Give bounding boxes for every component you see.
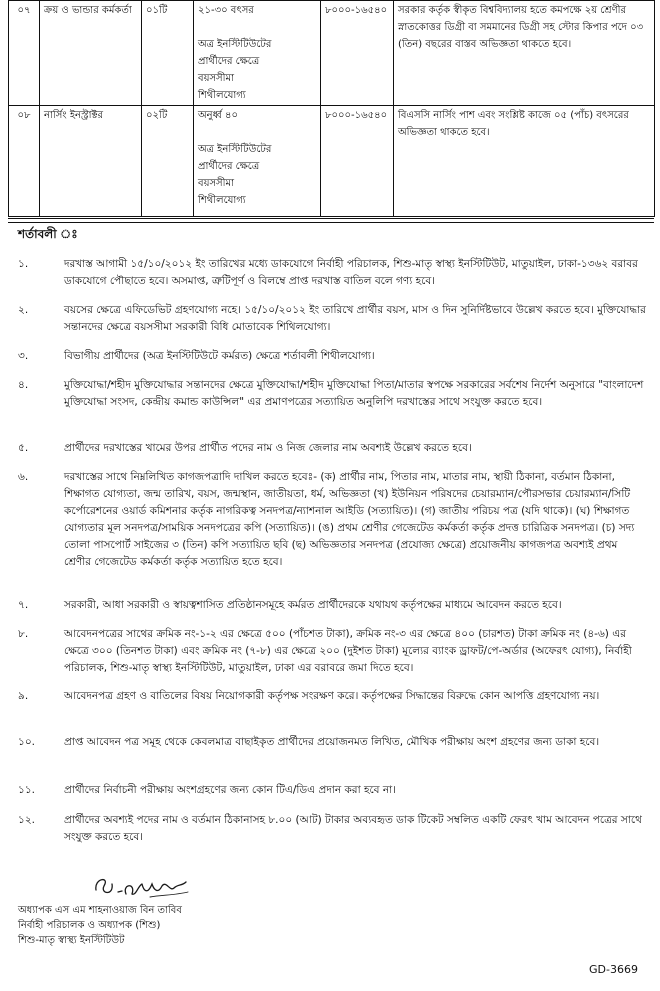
- condition-text: প্রার্থীদের নির্বাচনী পরীক্ষায় অংশগ্রহণের জন্য কোন টিএ/ডিএ প্রদান করা হবে না।: [64, 784, 396, 796]
- condition-number: ১০.: [18, 736, 35, 748]
- post-count: ০১টি: [142, 1, 194, 106]
- condition-text: বিভাগীয় প্রার্থীদের (অত্র ইনস্টিটিউটে কর্মরত) ক্ষেত্রে শর্তাবলী শিথীলযোগ্য।: [64, 350, 375, 362]
- signature-block: [18, 903, 182, 948]
- age-limit: [194, 106, 321, 217]
- table-row: [9, 106, 655, 217]
- condition-text: প্রাপ্ত আবেদন পত্র সমূহ থেকে কেবলমাত্র বাছাইকৃত প্রার্থীদের প্রয়োজনমত লিখিত, মৌখিক পরীক্ষায় অংশ গ্রহণের জন্য ডাকা হবে।: [64, 736, 600, 748]
- age-relax-line: শিথীলযোগ্য: [198, 195, 246, 206]
- condition-number: ৩.: [18, 350, 29, 362]
- serial-number: ০৮: [9, 106, 40, 217]
- signatory-institute: শিশু-মাতৃ স্বাস্থ্য ইনস্টিটিউট: [18, 935, 125, 946]
- condition-number: ৭.: [18, 599, 29, 611]
- pay-scale: ৮০০০-১৬৫৪০: [321, 106, 394, 217]
- condition-text: প্রার্থীদের অবশ্যই পদের নাম ও বর্তমান ঠিকানাসহ ৮.০০ (আট) টাকার অব্যবহৃত ডাক টিকেট সম্বলিত একটি ফেরৎ খাম আবেদন পত্রের সাথে সংযুক্ত করতে হবে।: [64, 814, 642, 843]
- condition-number: ১১.: [18, 784, 35, 796]
- condition-number: ২.: [18, 304, 29, 316]
- condition-number: ৬.: [18, 471, 29, 483]
- post-name: ক্রয় ও ভান্ডার কর্মকর্তা: [40, 1, 142, 106]
- condition-text: আবেদনপত্রের সাথের ক্রমিক নং-১-২ এর ক্ষেত্রে ৫০০ (পাঁচশত টাকা), ক্রমিক নং-৩ এর ক্ষেত্রে ৪০০ (চারশত) টাকা ক্রমিক নং (৪-৬) এর ক্ষেত্রে ৩০০ (তিনশত টাকা) এবং ক্রমিক নং (৭-৮) এর ক্ষেত্রে ২০০ (দুইশত টাকা) মূল্যের ব্যাংক ড্রাফট/পে-অর্ডার (অফেরৎ যোগ্য), নির্বাহী পরিচালক, শিশু-মাতৃ স্বাস্থ্য ইনস্টিটিউট, মাতুয়াইল, ঢাকা এর বরাবরে জমা দিতে হবে।: [64, 628, 632, 674]
- table-row: [9, 1, 655, 106]
- pay-scale: ৮০০০-১৬৫৪০: [321, 1, 394, 106]
- condition-text: বয়সের ক্ষেত্রে এফিডেভিট গ্রহণযোগ্য নহে। ১৫/১০/২০১২ ইং তারিখে প্রার্থীর বয়স, মাস ও দিন সুনির্দিষ্টভাবে উল্লেখ করতে হবে। মুক্তিযোদ্ধার সন্তানদের ক্ষেত্রে বয়সসীমা সরকারী বিধি মোতাবেক শিথিলযোগ্য।: [64, 304, 646, 333]
- condition-number: ৮.: [18, 628, 29, 640]
- condition-number: ৯.: [18, 690, 29, 702]
- condition-number: ৪.: [18, 379, 29, 391]
- qualification: বিএসসি নার্সিং পাশ এবং সংশ্লিষ্ট কাজে ০৫ (পাঁচ) বৎসরের অভিজ্ঞতা থাকতে হবে।: [394, 106, 655, 217]
- condition-text: আবেদনপত্র গ্রহণ ও বাতিলের বিষয় নিয়োগকারী কর্তৃপক্ষ সংরক্ষণ করে। কর্তৃপক্ষের সিদ্ধান্তের বিরুদ্ধে কোন আপত্তি গ্রহণযোগ্য নয়।: [64, 690, 600, 702]
- age-value: ২১-৩০ বৎসর: [198, 5, 254, 16]
- footer-code: GD-3669: [589, 963, 638, 976]
- table-bottom-rule: [8, 218, 654, 219]
- conditions-title: শর্তাবলী ঃ: [18, 227, 78, 241]
- age-relax-line: বয়সসীমা: [198, 178, 234, 189]
- age-relax-line: বয়সসীমা: [198, 73, 234, 84]
- condition-text: মুক্তিযোদ্ধা/শহীদ মুক্তিযোদ্ধার সন্তানদের ক্ষেত্রে মুক্তিযোদ্ধা/শহীদ মুক্তিযোদ্ধা পিতা/মাতার স্বপক্ষে সরকারের সর্বশেষ নির্দেশ অনুসারে "বাংলাদেশ মুক্তিযোদ্ধা সংসদ, কেন্দ্রীয় কমান্ড কাউন্সিল" এর প্রমাণপত্রের সত্যায়িত অনুলিপি দরখাস্তের সাথে সংযুক্ত করতে হবে।: [64, 379, 644, 408]
- condition-number: ১.: [18, 258, 29, 270]
- age-relax-line: প্রার্থীদের ক্ষেত্রে: [198, 161, 260, 172]
- age-relax-line: প্রার্থীদের ক্ষেত্রে: [198, 56, 260, 67]
- post-count: ০২টি: [142, 106, 194, 217]
- condition-text: প্রার্থীদের দরখাস্তের খামের উপর প্রার্থীত পদের নাম ও নিজ জেলার নাম অবশ্যই উল্লেখ করতে হবে।: [64, 442, 472, 454]
- table-bottom-rule: [8, 222, 654, 223]
- age-value: অনুর্ধ্ব ৪০: [198, 110, 239, 121]
- age-limit: [194, 1, 321, 106]
- condition-text: সরকারী, আধা সরকারী ও স্বায়ত্বশাসিত প্রতিষ্ঠানসমূহে কর্মরত প্রার্থীদেরকে যথাযথ কর্তৃপক্ষের মাধ্যমে আবেদন করতে হবে।: [64, 599, 562, 611]
- condition-text: দরখাস্তের সাথে নিম্নলিখিত কাগজপত্রাদি দাখিল করতে হবেঃ- (ক) প্রার্থীর নাম, পিতার নাম, মাতার নাম, স্থায়ী ঠিকানা, বর্তমান ঠিকানা, শিক্ষাগত যোগ্যতা, জন্ম তারিখ, বয়স, জন্মস্থান, জাতীয়তা, ধর্ম, অভিজ্ঞতা (খ) ইউনিয়ন পরিষদের চেয়ারম্যান/পৌরসভার চেয়ারম্যান/সিটি কর্পোরেশনের ওয়ার্ড কমিশনার কর্তৃক নাগরিকত্ব সনদপত্র/ন্যাশনাল আইডি (সত্যায়িত)। (গ) জাতীয় পরিচয় পত্র (যদি থাকে)। (ঘ) শিক্ষাগত যোগ্যতার মূল সনদপত্র/সাময়িক সনদপত্রের কপি (সত্যায়িত)। (ঙ) প্রথম শ্রেণীর গেজেটেড কর্মকর্তা কর্তৃক প্রদত্ত চারিত্রিক সনদপত্র। (চ) সদ্য তোলা পাসপোর্ট সাইজের ৩ (তিন) কপি সত্যায়িত ছবি (ছ) অভিজ্ঞতার সনদপত্র (প্রযোজ্য ক্ষেত্রে) প্রয়োজনীয় কাগজপত্র অবশ্যই প্রথম শ্রেণীর গেজেটেড কর্মকর্তা কর্তৃক সত্যায়িত হতে হবে।: [64, 471, 635, 568]
- age-relax-line: অত্র ইনস্টিটিউটের: [198, 144, 272, 155]
- handwritten-signature: [92, 870, 190, 902]
- age-relax-line: অত্র ইনস্টিটিউটের: [198, 39, 272, 50]
- qualification: সরকার কর্তৃক স্বীকৃত বিশ্ববিদ্যালয় হতে কমপক্ষে ২য় শ্রেণীর স্নাতকোত্তর ডিগ্রী বা সমমানের ডিগ্রী সহ স্টোর কিপার পদে ০৩ (তিন) বছরের বাস্তব অভিজ্ঞতা থাকতে হবে।: [394, 1, 655, 106]
- signatory-name: অধ্যাপক এস এম শাহনাওয়াজ বিন তাবিব: [18, 905, 182, 916]
- condition-number: ১২.: [18, 814, 35, 826]
- age-relax-line: শিথীলযোগ্য: [198, 90, 246, 101]
- signatory-title: নির্বাহী পরিচালক ও অধ্যাপক (শিশু): [18, 920, 161, 931]
- serial-number: ০৭: [9, 1, 40, 106]
- job-table: [8, 0, 655, 217]
- post-name: নার্সিং ইনস্ট্রাক্টর: [40, 106, 142, 217]
- condition-text: দরখাস্ত আগামী ১৫/১০/২০১২ ইং তারিখের মধ্যে ডাকযোগে নির্বাহী পরিচালক, শিশু-মাতৃ স্বাস্থ্য ইনস্টিটিউট, মাতুয়াইল, ঢাকা-১৩৬২ বরাবর ডাকযোগে পৌছাতে হবে। অসমাপ্ত, ত্রুটিপূর্ণ ও বিলম্বে প্রাপ্ত দরখাস্ত বাতিল বলে গণ্য হবে।: [64, 258, 638, 287]
- condition-number: ৫.: [18, 442, 29, 454]
